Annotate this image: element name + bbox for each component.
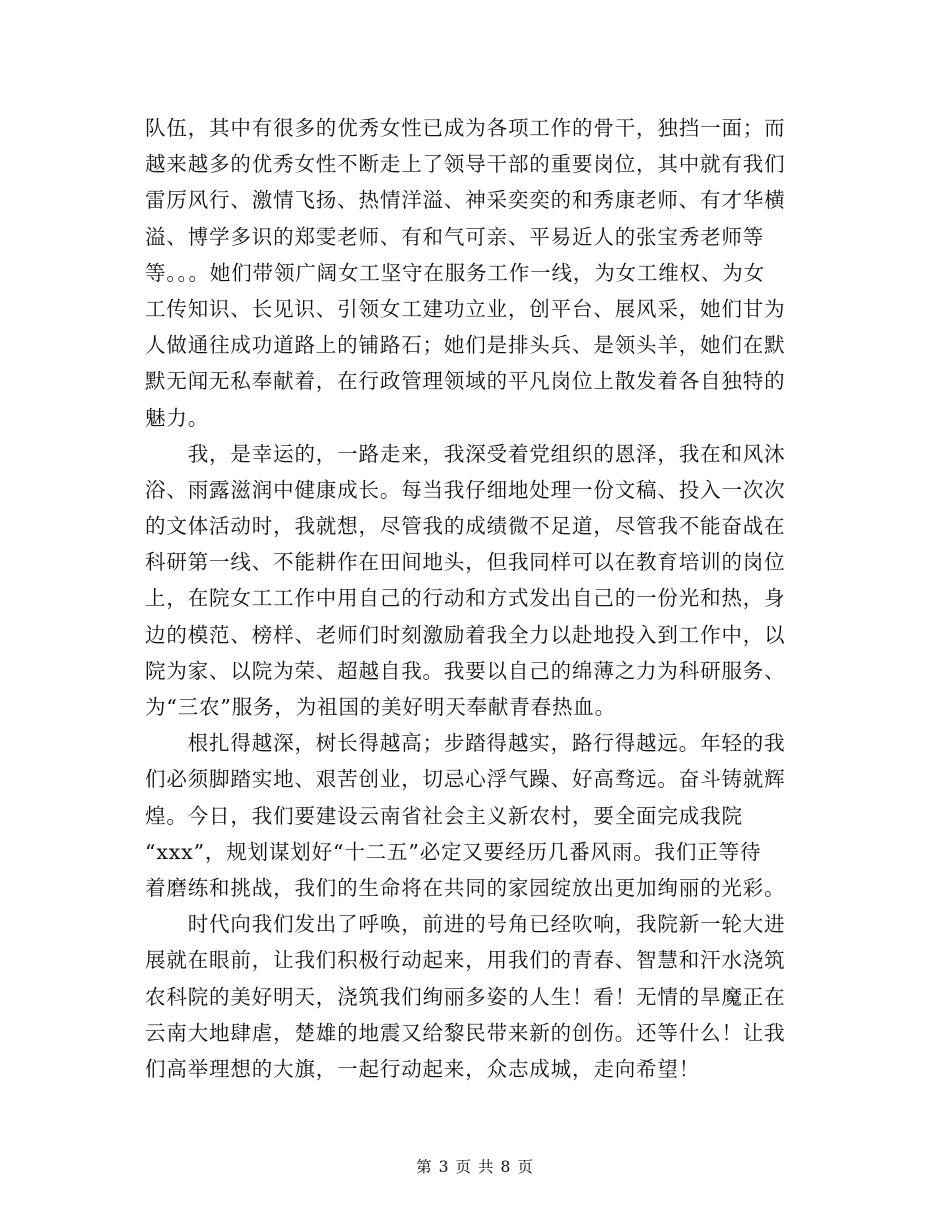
footer-prefix: 第 (416, 1158, 433, 1176)
text-line: 院为家、以院为荣、超越自我。我要以自己的绵薄之力为科研服务、 (145, 658, 786, 683)
page-footer (0, 1155, 950, 1177)
text-line: 工传知识、长见识、引领女工建功立业，创平台、展风采，她们甘为 (145, 296, 786, 321)
text-line: 为“三农”服务，为祖国的美好明天奉献青春热血。 (145, 695, 617, 719)
total-page-number: 8 (500, 1158, 512, 1176)
current-page-number: 3 (438, 1158, 450, 1176)
footer-suffix: 页 (517, 1158, 534, 1176)
text-line: 云南大地肆虐，楚雄的地震又给黎民带来新的创伤。还等什么！让我 (145, 1020, 786, 1045)
text-line: 展就在眼前，让我们积极行动起来，用我们的青春、智慧和汗水浇筑 (145, 948, 786, 973)
text-line: 根扎得越深，树长得越高；步踏得越实，路行得越远。年轻的我 (145, 731, 786, 756)
text-line: 们高举理想的大旗，一起行动起来，众志成城，走向希望！ (145, 1056, 701, 1081)
text-line: 溢、博学多识的郑雯老师、有和气可亲、平易近人的张宝秀老师等 (145, 224, 765, 249)
document-body (145, 110, 805, 1087)
text-line: 队伍，其中有很多的优秀女性已成为各项工作的骨干，独挡一面；而 (145, 116, 786, 140)
text-line: 雷厉风行、激情飞扬、热情洋溢、神采奕奕的和秀康老师、有才华横 (145, 188, 786, 213)
text-line: 等。。。她们带领广阔女工坚守在服务工作一线，为女工维权、为女 (145, 260, 765, 285)
text-line: 越来越多的优秀女性不断走上了领导干部的重要岗位，其中就有我们 (145, 152, 786, 177)
text-line: 默无闻无私奉献着，在行政管理领域的平凡岗位上散发着各自独特的 (145, 369, 786, 394)
text-line: 上，在院女工工作中用自己的行动和方式发出自己的一份光和热，身 (145, 586, 786, 611)
text-line: 农科院的美好明天，浇筑我们绚丽多姿的人生！看！无情的旱魔正在 (145, 984, 786, 1009)
text-line: 科研第一线、不能耕作在田间地头，但我同样可以在教育培训的岗位 (145, 550, 786, 575)
text-line: 的文体活动时，我就想，尽管我的成绩微不足道，尽管我不能奋战在 (145, 514, 786, 539)
text-line: 浴、雨露滋润中健康成长。每当我仔细地处理一份文稿、投入一次次 (145, 477, 786, 502)
text-line: 们必须脚踏实地、艰苦创业，切忌心浮气躁、好高骛远。奋斗铸就辉 (145, 767, 786, 792)
text-line: 时代向我们发出了呼唤，前进的号角已经吹响，我院新一轮大进 (145, 912, 786, 937)
text-line: 魅力。 (145, 405, 210, 430)
text-line: 着磨练和挑战，我们的生命将在共同的家园绽放出更加绚丽的光彩。 (145, 875, 786, 900)
footer-page-word: 页 (455, 1158, 472, 1176)
text-line: 边的模范、榜样、老师们时刻激励着我全力以赴地投入到工作中，以 (145, 622, 786, 647)
text-line: 我，是幸运的，一路走来，我深受着党组织的恩泽，我在和风沐 (145, 441, 786, 466)
text-line: “xxx”，规划谋划好“十二五”必定又要经历几番风雨。我们正等待 (145, 839, 762, 864)
text-line: 煌。今日，我们要建设云南省社会主义新农村，要全面完成我院 (145, 803, 743, 828)
footer-total-word: 共 (478, 1158, 495, 1176)
text-line: 人做通往成功道路上的铺路石；她们是排头兵、是领头羊，她们在默 (145, 333, 786, 358)
